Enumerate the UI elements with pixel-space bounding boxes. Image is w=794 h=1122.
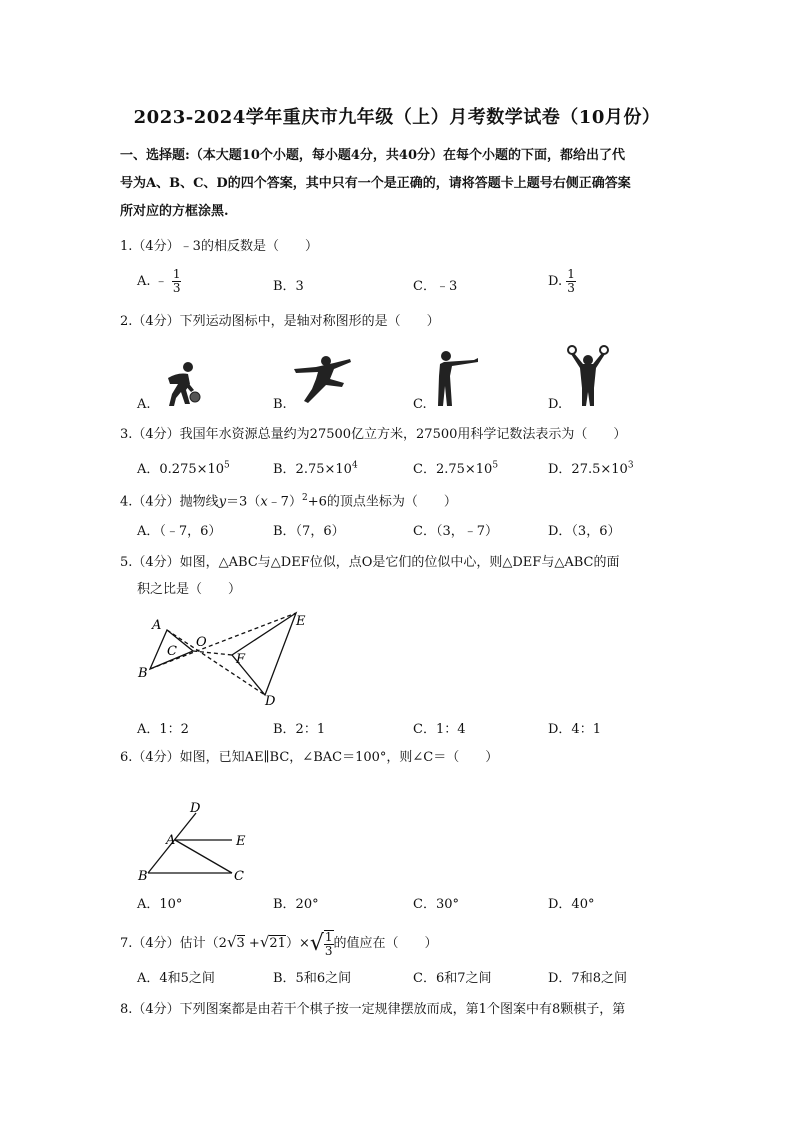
stem-text: +6的顶点坐标为（ ） [307, 494, 457, 510]
question-6-option-d: D．40° [548, 897, 595, 912]
question-3-option-b [273, 458, 358, 477]
question-2-option-b: B. [273, 397, 287, 412]
exponent: 5 [224, 460, 230, 471]
question-4-option-c: C．（3，﹣7） [413, 524, 498, 539]
question-5-option-b: B．2：1 [273, 722, 326, 737]
exponent: 3 [627, 460, 634, 471]
denominator: 3 [172, 281, 181, 295]
question-7-option-d: D．7和8之间 [548, 971, 627, 986]
option-text: C．2.75×10 [413, 462, 493, 477]
sqrt-fraction: √ $\frac{1}{3}$ [309, 929, 333, 958]
question-5-option-d: D．4：1 [548, 722, 601, 737]
plus-sign: + [244, 936, 260, 951]
question-2-option-a: A. [137, 397, 151, 412]
question-6-option-c: C．30° [413, 897, 459, 912]
label-f: F [236, 652, 246, 667]
option-label: A. [137, 274, 151, 289]
stem-text: ＝3（ [226, 494, 261, 510]
question-6-option-a: A．10° [137, 897, 183, 912]
numerator: 1 [172, 267, 181, 281]
question-7-option-b: B．5和6之间 [273, 971, 352, 986]
question-1-option-c: C．﹣3 [413, 279, 458, 294]
instructions-line-3: 所对应的方框涂黑. [120, 204, 229, 219]
instructions-line-1: 一、选择题:（本大题10个小题，每小题4分，共40分）在每个小题的下面，都给出了代 [120, 148, 626, 163]
label-d: D [190, 801, 201, 816]
radicand: 3 [236, 936, 245, 951]
denominator: 3 [324, 943, 333, 958]
fraction [324, 930, 334, 958]
question-4-option-b: B．（7，6） [273, 524, 345, 539]
label-c: C [167, 644, 177, 659]
label-d: D [265, 694, 276, 709]
question-1-option-a [137, 268, 181, 295]
skater-icon [294, 355, 352, 405]
label-e: E [296, 614, 306, 629]
question-5-option-a: A．1：2 [137, 722, 189, 737]
section-instructions [120, 142, 680, 226]
question-1-option-b: B．3 [273, 279, 304, 294]
question-3-option-d [548, 458, 634, 477]
parallel-lines-figure [130, 800, 260, 885]
question-2-stem: 2.（4分）下列运动图标中，是轴对称图形的是（ ） [120, 314, 440, 329]
question-3-stem: 3.（4分）我国年水资源总量约为27500亿立方米，27500用科学记数法表示为（ ） [120, 427, 627, 442]
question-8-stem: 8.（4分）下列图案都是由若干个棋子按一定规律摆放而成，第1个图案中有8颗棋子，第 [120, 1002, 626, 1017]
question-5-stem-line-1: 5.（4分）如图，△ABC与△DEF位似，点O是它们的位似中心，则△DEF与△ABC的面 [120, 555, 620, 570]
label-b: B [138, 666, 148, 681]
radicand: 21 [269, 936, 286, 951]
exponent: 5 [492, 460, 499, 471]
label-a: A [152, 618, 162, 633]
numerator: 1 [567, 267, 575, 281]
variable-y: y [218, 494, 227, 510]
basketball-player-icon [160, 360, 204, 408]
option-text: D．27.5×10 [548, 462, 628, 477]
exam-title: 2023-2024学年重庆市九年级（上）月考数学试卷（10月份） [133, 107, 661, 128]
option-text: A．0.275×10 [137, 462, 225, 477]
stem-text: ）× [285, 936, 310, 951]
stem-text: 4.（4分）抛物线 [120, 494, 219, 510]
question-1-stem: 1.（4分）﹣3的相反数是（ ） [120, 239, 318, 254]
option-text: B．2.75×10 [273, 462, 352, 477]
question-6-stem: 6.（4分）如图，已知AE∥BC，∠BAC＝100°，则∠C＝（ ） [120, 750, 499, 765]
question-5-stem-line-2: 积之比是（ ） [137, 582, 242, 597]
label-a: A [166, 833, 176, 848]
stem-text: 的值应在（ ） [333, 936, 438, 951]
question-6-option-b: B．20° [273, 897, 319, 912]
question-4-stem [120, 488, 680, 512]
question-7-option-a: A．4和5之间 [137, 971, 215, 986]
label-e: E [236, 834, 246, 849]
question-7-stem [120, 929, 680, 958]
sqrt-21: √21 [259, 933, 286, 951]
shooter-icon [434, 350, 480, 408]
similar-triangles-figure [130, 605, 320, 710]
variable-x: x [260, 494, 268, 510]
question-4-option-d: D．（3，6） [548, 524, 621, 539]
fraction [172, 268, 182, 295]
label-c: C [234, 869, 244, 884]
question-5-option-c: C．1：4 [413, 722, 466, 737]
question-7-option-c: C．6和7之间 [413, 971, 492, 986]
question-3-option-c [413, 458, 498, 477]
exponent: 4 [351, 460, 358, 471]
sqrt-3: √3 [226, 933, 245, 951]
gymnast-rings-icon [566, 344, 610, 408]
minus-sign: ﹣ [154, 274, 168, 289]
option-label: D. [548, 274, 563, 289]
label-o: O [196, 635, 207, 650]
question-2-option-d: D. [548, 397, 563, 412]
question-1-option-d [548, 268, 576, 295]
question-3-option-a [137, 458, 230, 477]
question-4-option-a: A．（﹣7，6） [137, 524, 222, 539]
exponent: 2 [301, 493, 308, 503]
instructions-line-2: 号为A、B、C、D的四个答案，其中只有一个是正确的，请将答题卡上题号右侧正确答案 [120, 176, 631, 191]
stem-text: ﹣7） [267, 494, 302, 510]
fraction [566, 268, 576, 295]
stem-text: 7.（4分）估计（2 [120, 936, 227, 951]
denominator: 3 [567, 281, 575, 295]
question-2-option-c: C. [413, 397, 427, 412]
numerator: 1 [324, 929, 333, 944]
label-b: B [138, 869, 148, 884]
